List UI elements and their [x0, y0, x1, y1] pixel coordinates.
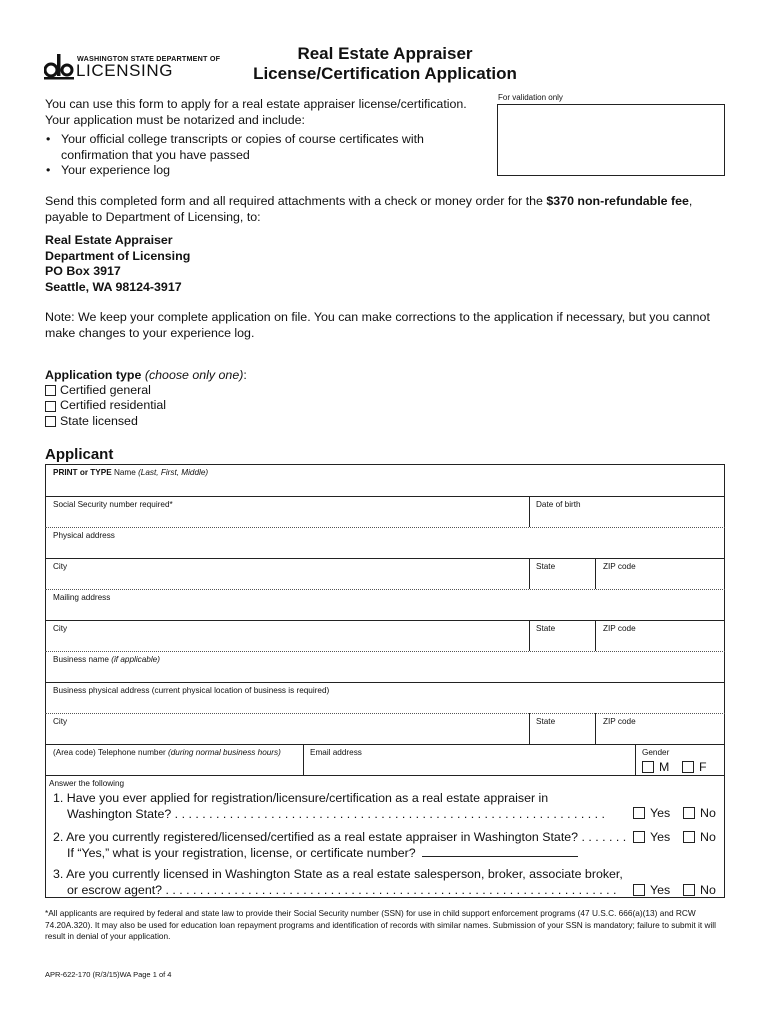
physical-address-label[interactable]: Physical address: [53, 531, 115, 540]
row-divider: [45, 496, 725, 497]
checkbox[interactable]: [683, 884, 695, 896]
col-divider: [529, 713, 530, 744]
application-type-group: [45, 368, 247, 429]
q1-yes-option[interactable]: Yes: [633, 806, 670, 820]
q2-no-option[interactable]: No: [683, 830, 716, 844]
row-divider: [45, 744, 725, 745]
checkbox[interactable]: [633, 807, 645, 819]
intro-line-1: You can use this form to apply for a real estate appraiser license/certification.: [45, 97, 467, 111]
form-border-top: [45, 464, 725, 465]
q3-yes-option[interactable]: Yes: [633, 883, 670, 897]
row-divider: [45, 713, 725, 714]
checkbox[interactable]: [45, 385, 56, 396]
checkbox[interactable]: [642, 761, 654, 773]
checkbox[interactable]: [45, 401, 56, 412]
mailing-address-label[interactable]: Mailing address: [53, 593, 111, 602]
bullet-glyph: •: [46, 132, 51, 146]
state-field-label[interactable]: State: [536, 562, 556, 571]
applicant-heading: Applicant: [45, 446, 114, 463]
checkbox[interactable]: [45, 416, 56, 427]
dob-field-label[interactable]: Date of birth: [536, 500, 581, 509]
applicant-form: [45, 464, 725, 944]
checkbox[interactable]: [682, 761, 694, 773]
email-field-label[interactable]: Email address: [310, 748, 362, 757]
business-name-label[interactable]: Business name (if applicable): [53, 655, 160, 664]
row-divider: [45, 558, 725, 559]
col-divider: [595, 558, 596, 589]
form-title-line1: Real Estate Appraiser: [297, 44, 473, 63]
requirements-list: [45, 132, 490, 179]
col-divider: [529, 496, 530, 527]
city-field-label[interactable]: City: [53, 717, 68, 726]
col-divider: [529, 558, 530, 589]
question-2: 2. Are you currently registered/licensed/certified as a real estate appraiser in Washington State? . . . . . . . If “Yes,” what is your registration, license, or certificate number?: [53, 830, 627, 860]
question-1: 1. Have you ever applied for registration/licensure/certification as a real estate appraiser in Washington State? . . . . . . . . . . . . . . . . . . . . . . . . . . . . . . . . . . . . . . . . . . . . . . . . . . . . . . . . . . . . . . .: [53, 791, 605, 821]
row-divider: [45, 620, 725, 621]
option-certified-residential[interactable]: Certified residential: [45, 398, 247, 413]
col-divider: [529, 620, 530, 651]
list-item: • Your official college transcripts or copies of course certificates with confirmation that you have passed: [46, 132, 424, 162]
checkbox[interactable]: [683, 807, 695, 819]
mailing-address-block: Real Estate Appraiser Department of Licensing PO Box 3917 Seattle, WA 98124-3917: [45, 233, 191, 294]
intro-line-2: Your application must be notarized and include:: [45, 112, 305, 127]
send-instructions: Send this completed form and all required attachments with a check or money order for the $370 non-refundable fee, payable to Department of Licensing, to:: [45, 194, 693, 224]
list-item: • Your experience log: [46, 163, 171, 177]
zip-field-label[interactable]: ZIP code: [603, 717, 636, 726]
gender-label: Gender: [642, 748, 670, 757]
business-address-label[interactable]: Business physical address (current physical location of business is required): [53, 686, 330, 695]
row-divider: [45, 527, 725, 528]
form-border-right: [724, 464, 725, 897]
agency-name: LICENSING: [76, 61, 174, 80]
row-divider: [45, 589, 725, 590]
dol-logo-icon: [44, 52, 74, 80]
q2-yes-option[interactable]: Yes: [633, 830, 670, 844]
fee-amount: $370 non-refundable fee: [546, 194, 689, 208]
validation-label: For validation only: [498, 93, 563, 102]
agency-dept-line: WASHINGTON STATE DEPARTMENT OF: [77, 54, 221, 63]
form-footer: APR-622-170 (R/3/15)WA Page 1 of 4: [45, 970, 172, 979]
col-divider: [595, 620, 596, 651]
question-3: 3. Are you currently licensed in Washington State as a real estate salesperson, broker, associate broker, or escrow agent? . . . . . . . . . . . . . . . . . . . . . . . . . . . . . . . . . . . . . . . . . . . . . . . . . . . . . . . . . . . . . . . . . .: [53, 867, 623, 897]
checkbox[interactable]: [633, 831, 645, 843]
form-border-left: [45, 464, 46, 897]
col-divider: [635, 744, 636, 775]
state-field-label[interactable]: State: [536, 624, 556, 633]
row-divider: [45, 682, 725, 683]
checkbox[interactable]: [683, 831, 695, 843]
city-field-label[interactable]: City: [53, 562, 68, 571]
name-field-label[interactable]: PRINT or TYPE Name (Last, First, Middle): [53, 468, 209, 477]
q1-no-option[interactable]: No: [683, 806, 716, 820]
questions-header: Answer the following: [49, 779, 125, 788]
phone-field-label[interactable]: (Area code) Telephone number (during normal business hours): [53, 748, 281, 757]
city-field-label[interactable]: City: [53, 624, 68, 633]
ssn-field-label[interactable]: Social Security number required*: [53, 500, 173, 509]
validation-box: [497, 104, 725, 176]
row-divider: [45, 775, 725, 776]
state-field-label[interactable]: State: [536, 717, 556, 726]
intro-text: [45, 97, 490, 128]
option-certified-general[interactable]: Certified general: [45, 383, 247, 398]
note-text: Note: We keep your complete application on file. You can make corrections to the application if necessary, but you cannot make changes to your experience log.: [45, 310, 710, 340]
zip-field-label[interactable]: ZIP code: [603, 562, 636, 571]
q3-no-option[interactable]: No: [683, 883, 716, 897]
row-divider: [45, 651, 725, 652]
bullet-glyph: •: [46, 163, 51, 177]
col-divider: [303, 744, 304, 775]
option-state-licensed[interactable]: State licensed: [45, 414, 247, 429]
zip-field-label[interactable]: ZIP code: [603, 624, 636, 633]
certificate-number-field[interactable]: [422, 856, 578, 857]
col-divider: [595, 713, 596, 744]
ssn-disclosure-text: *All applicants are required by federal and state law to provide their Social Security number (SSN) for use in child support enforcement programs (47 U.S.C. 666(a)(13) and RCW 74.20A.320). It may also be used for education loan repayment programs and identification of records with similar names. Submission of your SSN is mandatory; failure to submit it will result in denial of your application.: [45, 908, 716, 942]
application-type-label: Application type (choose only one):: [45, 368, 247, 382]
gender-f-option[interactable]: F: [682, 760, 707, 774]
checkbox[interactable]: [633, 884, 645, 896]
form-title-line2: License/Certification Application: [253, 64, 517, 83]
gender-m-option[interactable]: M: [642, 760, 669, 774]
